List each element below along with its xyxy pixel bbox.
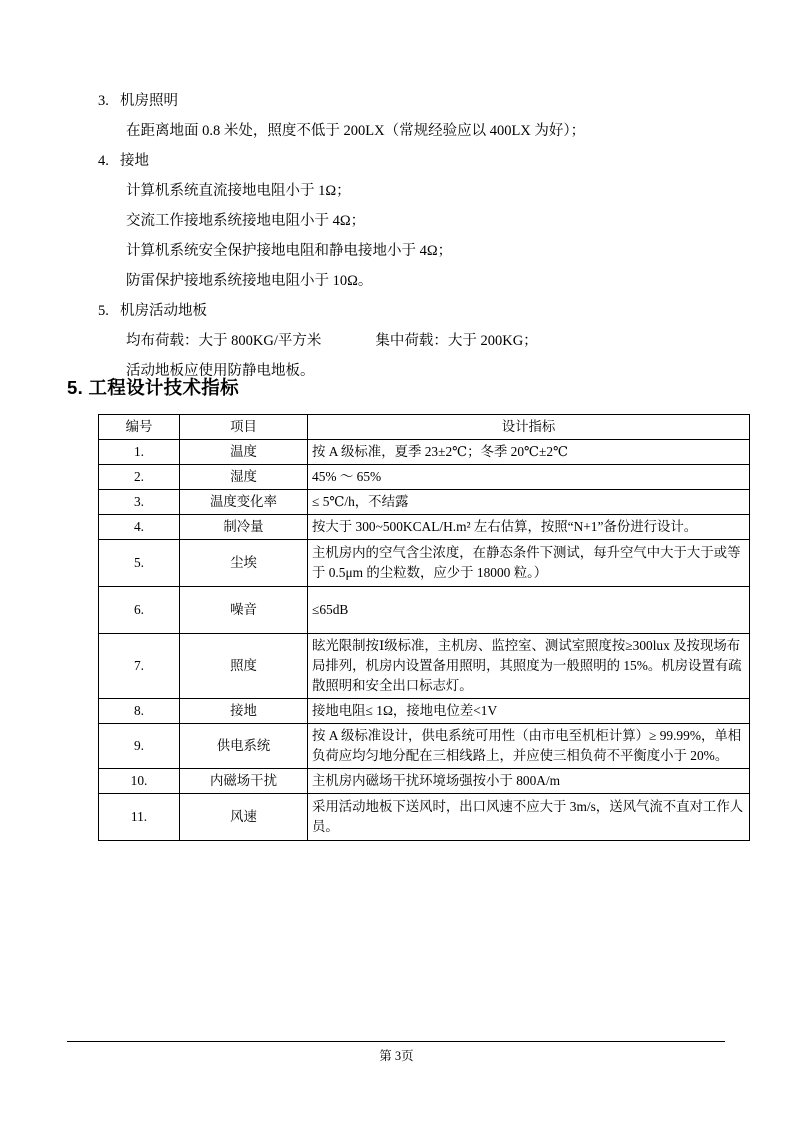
row-no: 5. [99,540,180,587]
row-item: 尘埃 [180,540,308,587]
row-spec: ≤ 5℃/h，不结露 [308,490,750,515]
row-item: 温度变化率 [180,490,308,515]
list-item-number: 5. [98,303,109,319]
design-spec-table [98,414,750,841]
row-no: 3. [99,490,180,515]
row-spec: 45% ～ 65% [308,465,750,490]
row-spec: 采用活动地板下送风时，出口风速不应大于 3m/s，送风气流不直对工作人员。 [308,794,750,841]
list-item-detail-line [98,326,728,356]
table-row [99,465,750,490]
row-spec: 按 A 级标准，夏季 23±2℃；冬季 20℃±2℃ [308,440,750,465]
row-no: 6. [99,587,180,634]
page-number: 第 3页 [379,1049,414,1063]
table-row [99,440,750,465]
row-spec: 接地电阻≤ 1Ω，接地电位差<1V [308,699,750,724]
row-item: 温度 [180,440,308,465]
list-item [98,296,728,326]
table-header-row [99,415,750,440]
column-header-spec: 设计指标 [308,415,750,440]
row-no: 9. [99,724,180,769]
row-item: 湿度 [180,465,308,490]
list-item-title: 机房活动地板 [120,303,207,319]
row-item: 内磁场干扰 [180,769,308,794]
numbered-list-block [98,86,728,386]
list-item-detail-line: 防雷保护接地系统接地电阻小于 10Ω。 [126,273,373,289]
row-spec: 按大于 300~500KCAL/H.m² 左右估算，按照“N+1”备份进行设计。 [308,515,750,540]
list-item-number: 3. [98,93,109,109]
row-spec: 按 A 级标准设计，供电系统可用性（由市电至机柜计算）≥ 99.99%，单相负荷应均匀地分配在三相线路上，并应使三相负荷不平衡度小于 20%。 [308,724,750,769]
row-no: 10. [99,769,180,794]
list-item [98,86,728,116]
footer-divider [67,1041,725,1042]
row-item: 制冷量 [180,515,308,540]
row-item: 风速 [180,794,308,841]
row-no: 4. [99,515,180,540]
table-row [99,699,750,724]
row-item: 接地 [180,699,308,724]
list-item-detail-line: 交流工作接地系统接地电阻小于 4Ω； [126,213,366,229]
table-row [99,515,750,540]
row-item: 供电系统 [180,724,308,769]
list-item-detail-line: 计算机系统安全保护接地电阻和静电接地小于 4Ω； [126,243,453,259]
row-no: 2. [99,465,180,490]
table-row [99,634,750,699]
list-item-title: 机房照明 [120,93,178,109]
row-no: 8. [99,699,180,724]
list-item-detail-line: 活动地板应使用防静电地板。 [126,363,315,379]
list-item-detail-line: 在距离地面 0.8 米处，照度不低于 200LX（常规经验应以 400LX 为好）； [126,123,586,139]
concentrated-load-text: 集中荷载：大于 200KG； [375,333,538,349]
table-row [99,490,750,515]
table-row [99,540,750,587]
row-no: 1. [99,440,180,465]
column-header-no: 编号 [99,415,180,440]
row-item: 噪音 [180,587,308,634]
table-row [99,587,750,634]
row-spec: 主机房内磁场干扰环境场强按小于 800A/m [308,769,750,794]
list-item-detail-line: 计算机系统直流接地电阻小于 1Ω； [126,183,351,199]
column-header-item: 项目 [180,415,308,440]
list-item-number: 4. [98,153,109,169]
row-no: 7. [99,634,180,699]
section-heading: 5. 工程设计技术指标 [67,377,239,398]
table-row [99,794,750,841]
table-row [99,769,750,794]
table-row [99,724,750,769]
row-no: 11. [99,794,180,841]
row-spec: ≤65dB [308,587,750,634]
row-item: 照度 [180,634,308,699]
uniform-load-text: 均布荷载：大于 800KG/平方米 [126,333,322,349]
list-item-title: 接地 [120,153,149,169]
row-spec: 主机房内的空气含尘浓度，在静态条件下测试，每升空气中大于大于或等于 0.5μm 的尘粒数，应少于 18000 粒。） [308,540,750,587]
row-spec: 眩光限制按Ⅰ级标准，主机房、监控室、测试室照度按≥300lux 及按现场布局排列，机房内设置备用照明，其照度为一般照明的 15%。机房设置有疏散照明和安全出口标志灯。 [308,634,750,699]
list-item [98,146,728,176]
